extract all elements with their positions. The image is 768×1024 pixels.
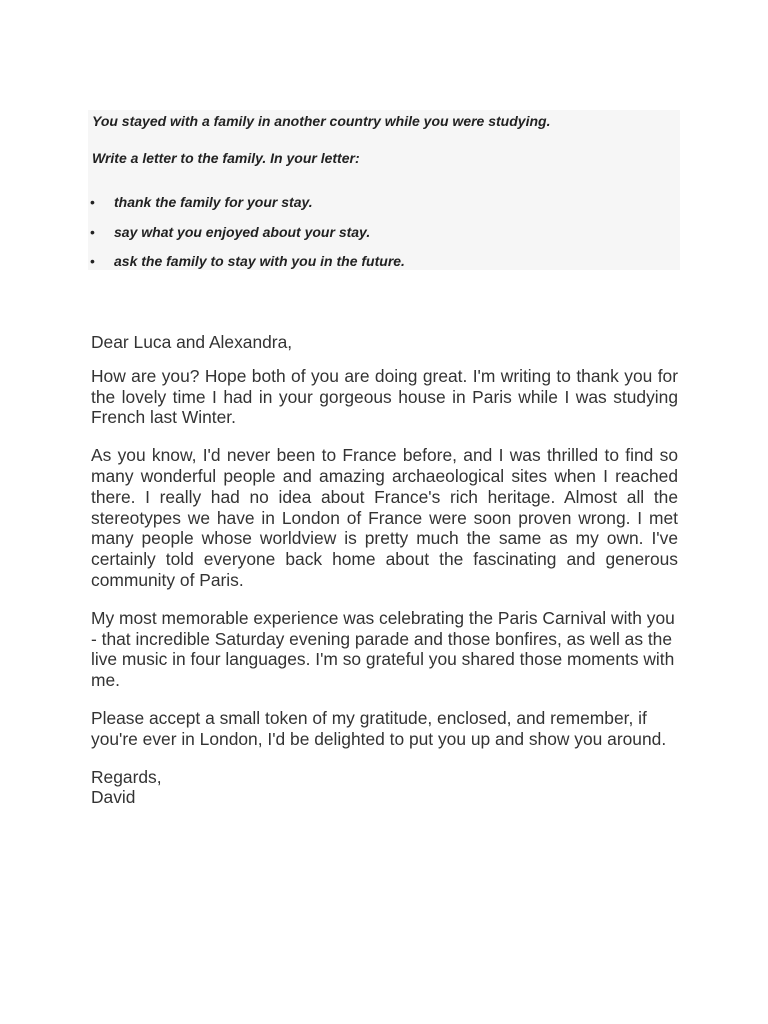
bullet-icon: • [90, 194, 95, 210]
letter-paragraph: Please accept a small token of my gratitude, enclosed, and remember, if you're ever in London, I'd be delighted to put you up and show you around. [91, 707, 667, 749]
bullet-text: say what you enjoyed about your stay. [114, 223, 371, 240]
letter-paragraph: As you know, I'd never been to France before, and I was thrilled to find so many wonderful people and amazing archaeological sites when I reached there. I really had no idea about France's rich heritage. Almost all the stereotypes we have in London of France were soon proven wrong. I met many people whose worldview is pretty much the same as my own. I've certainly told everyone back home about the fascinating and generous community of Paris. [91, 445, 678, 590]
task-intro: You stayed with a family in another country while you were studying. [92, 113, 551, 129]
list-item [88, 224, 680, 254]
list-item [88, 194, 680, 224]
letter-paragraph: How are you? Hope both of you are doing great. I'm writing to thank you for the lovely time I had in your gorgeous house in Paris while I was studying French last Winter. [91, 365, 678, 428]
letter-signature: David [91, 787, 136, 808]
letter-greeting: Dear Luca and Alexandra, [91, 332, 293, 352]
list-item [88, 253, 680, 283]
bullet-icon: • [90, 253, 95, 269]
bullet-text: thank the family for your stay. [114, 194, 313, 210]
task-bullet-list [88, 194, 680, 283]
bullet-icon: • [90, 223, 95, 240]
letter-paragraph: My most memorable experience was celebrating the Paris Carnival with you - that incredible Saturday evening parade and those bonfires, as well as the live music in four languages. I'm so grateful you shared those moments with me. [91, 607, 675, 691]
bullet-text: ask the family to stay with you in the future. [114, 253, 405, 269]
letter-body [91, 332, 678, 808]
task-prompt-box [88, 110, 680, 270]
letter-closing: Regards, [91, 766, 162, 787]
task-instruction: Write a letter to the family. In your letter: [92, 150, 360, 166]
